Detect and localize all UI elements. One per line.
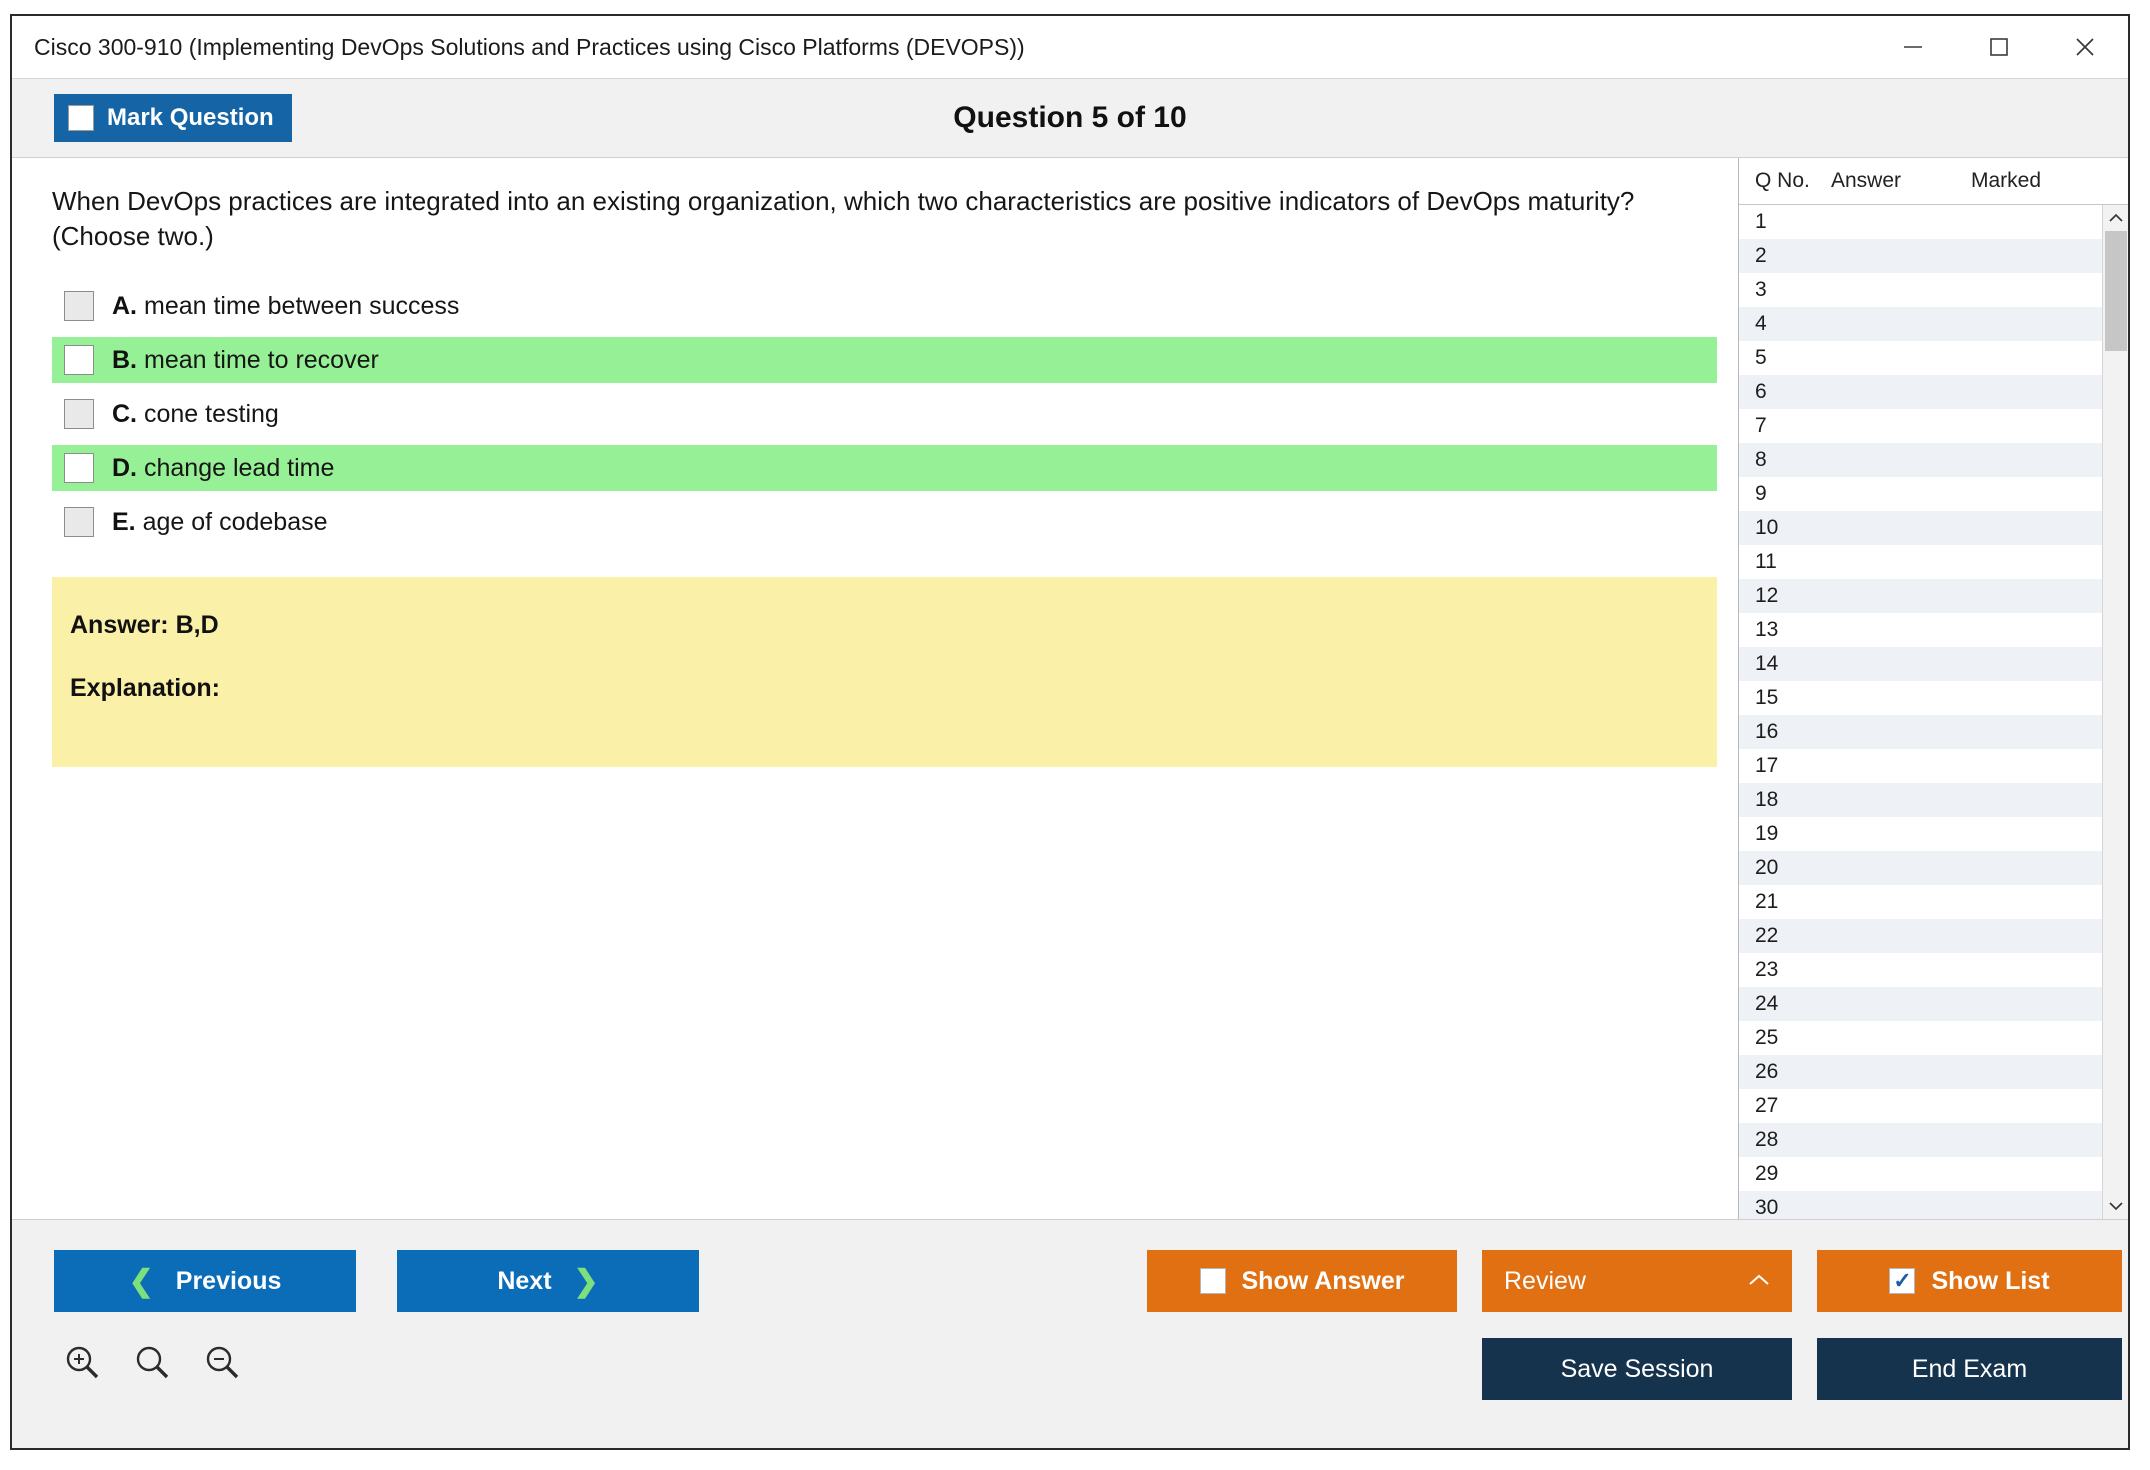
- row-qno: 28: [1755, 1128, 1779, 1151]
- scrollbar-thumb[interactable]: [2105, 231, 2127, 351]
- mark-question-checkbox[interactable]: [68, 105, 94, 131]
- choice-letter: C.: [112, 399, 137, 428]
- choice-letter: E.: [112, 507, 136, 536]
- choice-text: change lead time: [144, 453, 335, 482]
- chevron-up-icon: [1748, 1271, 1770, 1291]
- row-qno: 6: [1755, 380, 1767, 403]
- row-qno: 3: [1755, 278, 1767, 301]
- table-row[interactable]: [1739, 375, 2102, 409]
- scroll-down-icon[interactable]: [2103, 1193, 2129, 1219]
- table-row[interactable]: [1739, 511, 2102, 545]
- zoom-in-icon[interactable]: [60, 1340, 104, 1384]
- choice-checkbox[interactable]: [64, 291, 94, 321]
- choice-text: mean time to recover: [144, 345, 379, 374]
- row-qno: 24: [1755, 992, 1779, 1015]
- choice-option[interactable]: [52, 445, 1717, 491]
- row-qno: 1: [1755, 210, 1767, 233]
- mark-question-label: Mark Question: [107, 104, 274, 131]
- zoom-controls: [60, 1340, 244, 1384]
- table-row[interactable]: [1739, 613, 2102, 647]
- end-exam-label: End Exam: [1911, 1354, 2028, 1383]
- row-qno: 15: [1755, 686, 1779, 709]
- table-row[interactable]: [1739, 681, 2102, 715]
- row-qno: 4: [1755, 312, 1767, 335]
- title-bar: [12, 16, 2128, 79]
- row-qno: 11: [1755, 550, 1777, 573]
- row-qno: 9: [1755, 482, 1767, 505]
- choice-checkbox[interactable]: [64, 345, 94, 375]
- show-list-button[interactable]: [1817, 1250, 2122, 1312]
- table-row[interactable]: [1739, 443, 2102, 477]
- question-text: When DevOps practices are integrated into an existing organization, which two characteristics are positive indicators of DevOps maturity? (Choose two.): [52, 186, 1635, 251]
- choice-option[interactable]: [52, 283, 1717, 329]
- choice-list: [52, 283, 1717, 545]
- table-row[interactable]: [1739, 341, 2102, 375]
- zoom-out-icon[interactable]: [200, 1340, 244, 1384]
- table-row[interactable]: [1739, 477, 2102, 511]
- answer-value: Answer: B,D: [70, 611, 219, 640]
- save-session-button[interactable]: [1482, 1338, 1792, 1400]
- table-row[interactable]: [1739, 817, 2102, 851]
- table-row[interactable]: [1739, 953, 2102, 987]
- row-qno: 8: [1755, 448, 1767, 471]
- zoom-reset-icon[interactable]: [130, 1340, 174, 1384]
- scroll-up-icon[interactable]: [2103, 205, 2129, 231]
- row-qno: 25: [1755, 1026, 1779, 1049]
- row-qno: 14: [1755, 652, 1779, 675]
- exam-window: [10, 14, 2130, 1450]
- save-session-label: Save Session: [1560, 1354, 1714, 1383]
- table-row[interactable]: [1739, 987, 2102, 1021]
- column-header-qno: Q No.: [1755, 169, 1810, 192]
- answer-panel: [52, 577, 1717, 767]
- choice-letter: A.: [112, 291, 137, 320]
- explanation-label: Explanation:: [70, 674, 221, 703]
- close-button[interactable]: [2042, 17, 2128, 77]
- row-qno: 21: [1755, 890, 1779, 913]
- row-qno: 18: [1755, 788, 1779, 811]
- mark-question-button[interactable]: [54, 94, 292, 142]
- question-list-body: [1739, 205, 2128, 1219]
- next-button-label: Next: [497, 1266, 552, 1295]
- row-qno: 26: [1755, 1060, 1779, 1083]
- choice-checkbox[interactable]: [64, 507, 94, 537]
- table-row[interactable]: [1739, 1089, 2102, 1123]
- row-qno: 16: [1755, 720, 1779, 743]
- table-row[interactable]: [1739, 783, 2102, 817]
- maximize-button[interactable]: [1956, 17, 2042, 77]
- question-list-header: [1739, 158, 2128, 205]
- row-qno: 2: [1755, 244, 1767, 267]
- table-row[interactable]: [1739, 1191, 2102, 1219]
- row-qno: 20: [1755, 856, 1779, 879]
- show-answer-label: Show Answer: [1241, 1266, 1405, 1295]
- choice-checkbox[interactable]: [64, 399, 94, 429]
- review-dropdown[interactable]: [1482, 1250, 1792, 1312]
- toolbar: [12, 79, 2128, 158]
- table-row[interactable]: [1739, 851, 2102, 885]
- table-row[interactable]: [1739, 647, 2102, 681]
- question-counter: Question 5 of 10: [953, 101, 1187, 134]
- table-row[interactable]: [1739, 239, 2102, 273]
- choice-letter: D.: [112, 453, 137, 482]
- row-qno: 7: [1755, 414, 1767, 437]
- next-button[interactable]: [397, 1250, 699, 1312]
- minimize-button[interactable]: [1870, 17, 1956, 77]
- table-row[interactable]: [1739, 919, 2102, 953]
- row-qno: 12: [1755, 584, 1779, 607]
- table-row[interactable]: [1739, 1021, 2102, 1055]
- table-row[interactable]: [1739, 1123, 2102, 1157]
- row-qno: 19: [1755, 822, 1779, 845]
- show-answer-checkbox[interactable]: [1200, 1268, 1226, 1294]
- choice-option[interactable]: [52, 499, 1717, 545]
- table-row[interactable]: [1739, 885, 2102, 919]
- review-label: Review: [1504, 1266, 1586, 1295]
- table-row[interactable]: [1739, 409, 2102, 443]
- window-title: Cisco 300-910 (Implementing DevOps Solutions and Practices using Cisco Platforms (DEVOPS)): [34, 33, 1025, 60]
- row-qno: 17: [1755, 754, 1779, 777]
- table-row[interactable]: [1739, 1157, 2102, 1191]
- table-row[interactable]: [1739, 545, 2102, 579]
- choice-text: cone testing: [144, 399, 279, 428]
- chevron-left-icon: ❮: [128, 1264, 154, 1298]
- show-list-checkbox[interactable]: [1889, 1268, 1915, 1294]
- checkmark-icon: ✓: [1893, 1268, 1912, 1293]
- body-area: [12, 158, 2128, 1219]
- row-qno: 23: [1755, 958, 1779, 981]
- table-row[interactable]: [1739, 273, 2102, 307]
- table-row[interactable]: [1739, 1055, 2102, 1089]
- choice-checkbox[interactable]: [64, 453, 94, 483]
- table-row[interactable]: [1739, 205, 2102, 239]
- question-list-rows: [1739, 205, 2102, 1219]
- question-list-panel: [1738, 158, 2128, 1219]
- previous-button-label: Previous: [175, 1266, 282, 1295]
- choice-text: age of codebase: [142, 507, 328, 536]
- show-answer-button[interactable]: [1147, 1250, 1457, 1312]
- chevron-right-icon: ❯: [573, 1264, 599, 1298]
- choice-option[interactable]: [52, 391, 1717, 437]
- row-qno: 10: [1755, 516, 1779, 539]
- choice-text: mean time between success: [144, 291, 460, 320]
- row-qno: 5: [1755, 346, 1767, 369]
- row-qno: 30: [1755, 1196, 1779, 1219]
- end-exam-button[interactable]: [1817, 1338, 2122, 1400]
- row-qno: 29: [1755, 1162, 1779, 1185]
- scrollbar-track[interactable]: [2103, 231, 2129, 1193]
- question-pane: [12, 158, 1738, 1219]
- row-qno: 27: [1755, 1094, 1779, 1117]
- column-header-answer: Answer: [1831, 169, 1902, 192]
- table-row[interactable]: [1739, 579, 2102, 613]
- row-qno: 22: [1755, 924, 1779, 947]
- column-header-marked: Marked: [1971, 169, 2042, 192]
- row-qno: 13: [1755, 618, 1779, 641]
- choice-letter: B.: [112, 345, 137, 374]
- previous-button[interactable]: [54, 1250, 356, 1312]
- choice-option[interactable]: [52, 337, 1717, 383]
- show-list-label: Show List: [1931, 1266, 2050, 1295]
- question-list-scrollbar[interactable]: [2102, 205, 2128, 1219]
- footer-toolbar: [12, 1219, 2128, 1448]
- table-row[interactable]: [1739, 715, 2102, 749]
- table-row[interactable]: [1739, 749, 2102, 783]
- table-row[interactable]: [1739, 307, 2102, 341]
